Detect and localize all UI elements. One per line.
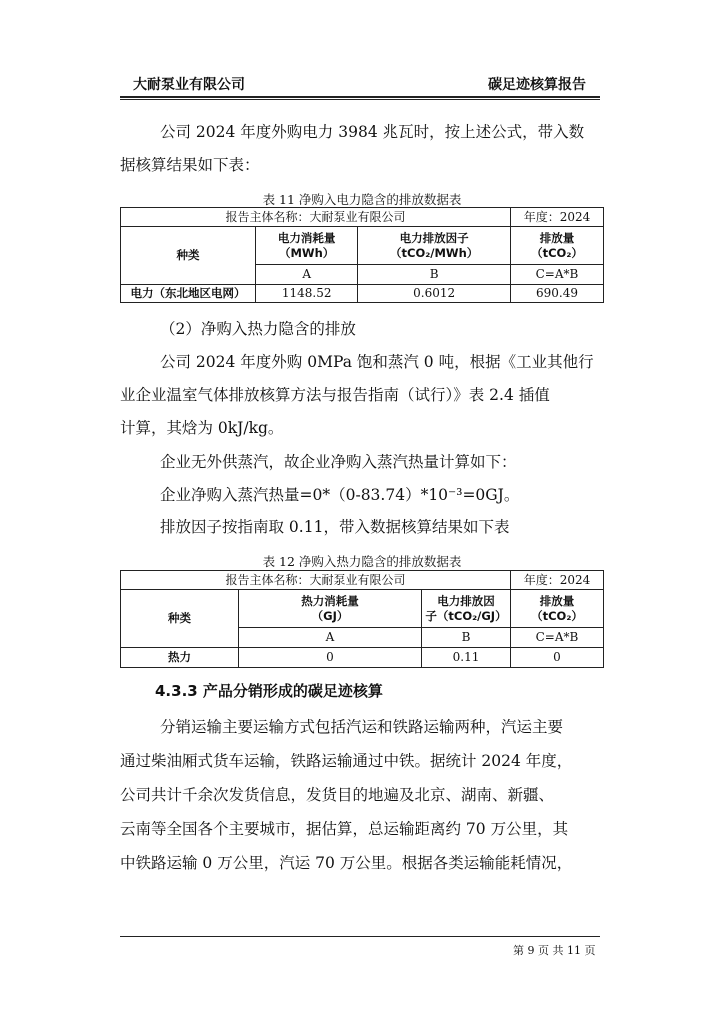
table11-type-header: 种类 [121,227,256,285]
table12-col2-code: B [422,628,511,648]
table12-col2-header [422,590,511,628]
table11-col3-code: C=A*B [511,265,604,285]
paragraph-line: 计算，其焓为 0kJ/kg。 [120,419,284,437]
paragraph-line: 分销运输主要运输方式包括汽运和铁路运输两种，汽运主要 [160,718,564,736]
paragraph-line: 业企业温室气体排放核算方法与报告指南（试行）》表 2.4 插值 [120,386,550,404]
header-line: 电力消耗量 [277,230,336,245]
header-line: 电力排放因 [437,593,495,608]
header-unit: （tCO₂） [531,245,583,260]
paragraph-steam [120,346,604,445]
page-number: 第 9 页 共 11 页 [513,944,596,957]
table12-emission: 0 [511,648,604,668]
table11-col2-header [358,227,511,265]
paragraph-factor: 排放因子按指南取 0.11，带入数据核算结果如下表 [160,518,510,536]
header-line: 排放量 [539,230,575,245]
paragraph-line: 公司 2024 年度外购电力 3984 兆瓦时，按上述公式，带入数 [160,123,585,141]
header-line: 电力排放因子 [399,230,469,245]
table12-consumption: 0 [239,648,422,668]
paragraph-line: 据核算结果如下表： [120,156,260,174]
table11-col3-header [511,227,604,265]
table11-factor: 0.6012 [358,285,511,303]
table12-caption: 表 12 净购入热力隐含的排放数据表 [262,554,462,569]
table12 [120,570,604,668]
table11-col2-code: B [358,265,511,285]
table11-caption: 表 11 净购入电力隐含的排放数据表 [262,192,462,207]
header-unit: 子（tCO₂/GJ） [425,608,507,623]
subsection-title: （2）净购入热力隐含的排放 [160,320,356,338]
table11-year: 年度：2024 [511,208,604,227]
paragraph-line: 云南等全国各个主要城市，据估算，总运输距离约 70 万公里，其 [120,820,569,838]
table12-row-label: 热力 [121,648,239,668]
header-unit: （tCO₂） [531,608,583,623]
paragraph-line: 公司 2024 年度外购 0MPa 饱和蒸汽 0 吨，根据《工业其他行 [160,353,594,371]
header-unit: （GJ） [311,608,349,623]
table12-factor: 0.11 [422,648,511,668]
formula-line: 企业净购入蒸汽热量=0*（0-83.74）*10⁻³=0GJ。 [160,486,520,504]
table11-subject: 报告主体名称：大耐泵业有限公司 [121,208,511,227]
table12-year: 年度：2024 [511,571,604,590]
header-company-name: 大耐泵业有限公司 [133,77,245,93]
paragraph-line: 通过柴油厢式货车运输，铁路运输通过中铁。据统计 2024 年度， [120,752,573,770]
table11-col1-header [256,227,358,265]
header-divider-thin [120,99,600,100]
header-unit: （MWh） [278,245,335,260]
table11-consumption: 1148.52 [256,285,358,303]
table11-col1-code: A [256,265,358,285]
table12-col1-code: A [239,628,422,648]
header-divider [120,96,600,98]
paragraph-distribution [120,710,604,880]
paragraph-no-steam: 企业无外供蒸汽，故企业净购入蒸汽热量计算如下： [160,453,517,471]
section-heading: 4.3.3 产品分销形成的碳足迹核算 [155,682,383,700]
table12-col3-code: C=A*B [511,628,604,648]
footer-divider [120,936,600,937]
table12-type-header: 种类 [121,590,239,648]
header-line: 排放量 [539,593,575,608]
paragraph-electricity [120,116,604,182]
header-report-title: 碳足迹核算报告 [488,77,586,93]
table11-emission: 690.49 [511,285,604,303]
table11 [120,207,604,303]
header-unit: （tCO₂/MWh） [390,245,479,260]
table11-row-label: 电力（东北地区电网） [121,285,256,303]
table12-subject: 报告主体名称：大耐泵业有限公司 [121,571,511,590]
table12-col1-header [239,590,422,628]
paragraph-line: 中铁路运输 0 万公里，汽运 70 万公里。根据各类运输能耗情况， [120,854,573,872]
paragraph-line: 公司共计千余次发货信息，发货目的地遍及北京、湖南、新疆、 [120,786,555,804]
header-line: 热力消耗量 [301,593,359,608]
table12-col3-header [511,590,604,628]
